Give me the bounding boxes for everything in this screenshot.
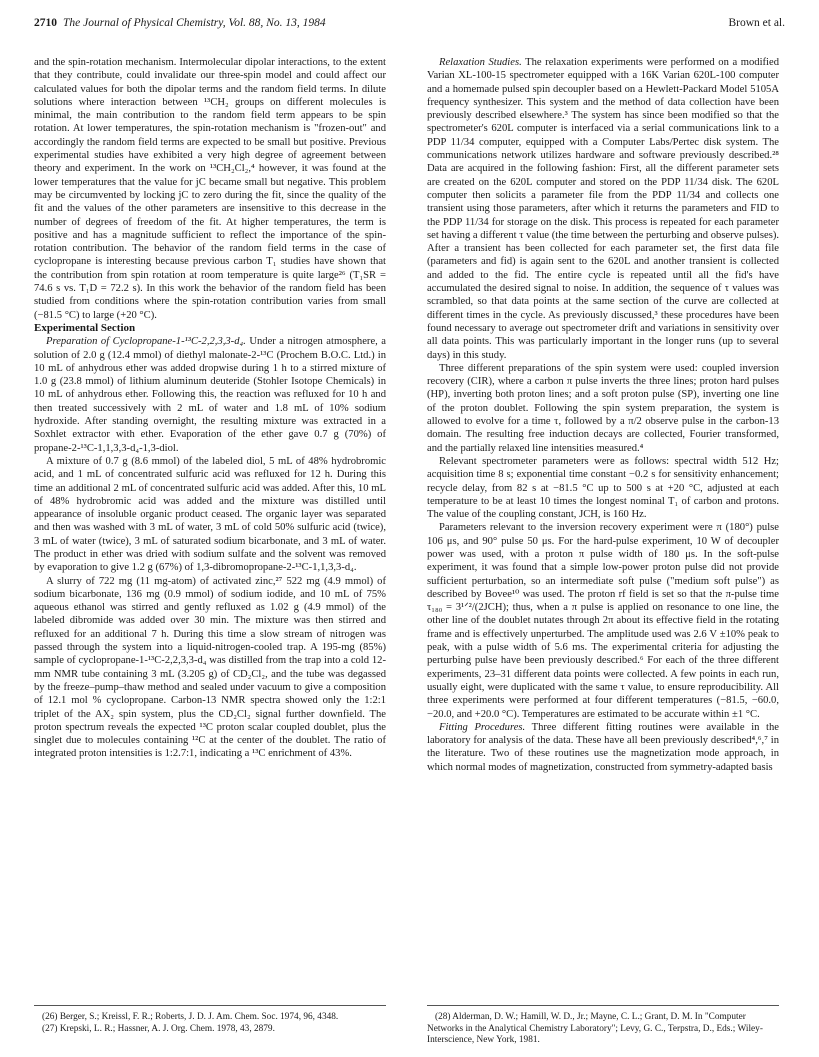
- journal-citation: The Journal of Physical Chemistry, Vol. 88, No. 13, 1984: [63, 17, 326, 29]
- params-paragraph: Relevant spectrometer parameters were as follows: spectral width 512 Hz; acquisition time 8 s; exponential time constant −0.2 s for sensitivity enhancement; recycle delay, from 82 s at −81.5 °C up to 500 s at +20 °C, adjusted at each temperature to be at least 10 times the longest nominal T₁ of carbon and protons. The value of the coupling constant, JCH, is 160 Hz.: [427, 455, 779, 521]
- relax-paragraph: [427, 56, 779, 362]
- page-number: 2710: [34, 17, 57, 29]
- prep-paragraph: [34, 335, 386, 455]
- relax-body: The relaxation experiments were performed on a modified Varian XL-100-15 spectrometer equipped with a 16K Varian 620L-100 computer and a homemade pulsed spin decoupler based on a Hewlett-Packard Model 5105A frequency synthesizer. This system and the method of data collection have been previously described elsewhere.³ The system has since been modified so that the spectrometer's 620L computer is interfaced via a serial communications link to a PDP 11/34 computer, equipped with a Computer Labs/Pertec disk system. The communications network utilizes hardware and software previously described.²⁸ Data are acquired in the following fashion: First, all the different parameter sets are created on the 620L computer and stored on the PDP 11/34 disk. The 620L computer then solicits a parameter file from the PDP 11/34 and collects one transient using those parameters, after which it returns the parameters and FID to the PDP 11/34 for storage on the disk. This process is repeated for each parameter set having a different τ value (the time between the perturbing and observe pulses). After a transient has been collected for each parameter set, the first data file (parameters and fid) is again sent to the 620L and another transient is collected and added to the fid. The entire cycle is repeated until all the fid's have accumulated the desired signal to noise. In addition, the sequence of τ values was scrambled, so that data points at the same section of the curve are collected at different times in the cycle. As previously discussed,³ these procedures have been found necessary to average out spectrometer drift and variations in sensitivity over all data points. This was particularly important in the longer runs (up to several days) in this study.: [427, 57, 780, 361]
- section-title: Experimental Section: [34, 321, 136, 334]
- footnote-rule-right: [427, 1005, 779, 1006]
- footnote-rule-left: [34, 1005, 386, 1006]
- prep-heading: Preparation of Cyclopropane-1-¹³C-2,2,3,3-d₄.: [46, 336, 246, 348]
- header-left: [34, 17, 326, 29]
- footnote: (26) Berger, S.; Kreissl, F. R.; Roberts, J. D. J. Am. Chem. Soc. 1974, 96, 4348.: [42, 1012, 339, 1022]
- left-column: [34, 56, 386, 761]
- prep-body: Under a nitrogen atmosphere, a solution of 2.0 g (12.4 mmol) of diethyl malonate-2-¹³C (Prochem B.O.C. Ltd.) in 10 mL of anhydrous ether was added dropwise during 1 h to a stirred mixture of 1.0 g (23.8 mmol) of lithium aluminum deuteride (Stohler Isotope Chemicals) in 10 mL of anhydrous ether. Following this, the reaction was refluxed for 10 h and then treated successively with 2 mL of water and 1.8 mL of 10% sodium hydroxide. After standing overnight, the resulting mixture was extracted in a Soxhlet extractor with ether. Evaporation of the ether gave 0.7 g (70%) of propane-2-¹³C-1,1,3,3-d₄-1,3-diol.: [34, 336, 386, 454]
- fit-body: Three different fitting routines were available in the laboratory for analysis of the data. These have all been previously described⁴,⁶,⁷ in the literature. Two of these routines use the magnetization mode approach, in which normal modes of magnetization, constructed from symmetry-adapted basis: [427, 721, 779, 773]
- zinc-paragraph: A slurry of 722 mg (11 mg-atom) of activated zinc,²⁷ 522 mg (4.9 mmol) of sodium bicarbonate, 136 mg (0.9 mmol) of sodium iodide, and 10 mL of 75% aqueous ethanol was stirred and gently refluxed as 1.02 g (4.9 mmol) of the labeled dibromide was added over 30 min. The mixture was then stirred and refluxed for an additional 7 h. During this time a slow stream of nitrogen was passed through the system into a liquid-nitrogen-cooled trap. A 195-mg (85%) sample of cyclopropane-1-¹³C-2,2,3,3-d₄ was distilled from the trap into a cold 12-mm NMR tube containing 3 mL (3.205 g) of CD₂Cl₂, and the tube was degassed by the freeze–pump–thaw method and sealed under vacuum to give a composition of 12.1 mol % cyclopropane. Carbon-13 NMR spectra showed only the 1:2:1 triplet of the AX₂ spin system, plus the CD₂Cl₂ signal further downfield. The proton spectrum reveals the expected ¹³C proton scalar coupled doublet, plus the singlet due to molecules containing ¹²C at the center of the doublet. The ratio of integrated proton intensities is 1:2.7:1, indicating a ¹³C enrichment of 43%.: [34, 575, 386, 760]
- prep-methods-paragraph: Three different preparations of the spin system were used: coupled inversion recovery (CIR), where a carbon π pulse inverts the three lines; proton hard pulses (HP), inverting both proton lines; and a soft proton pulse (SP), inverting one line of the proton doublet. Following the spin system preparation, the system is allowed to evolve for a time τ, followed by a π/2 observe pulse in the carbon-13 domain. The resulting free induction decays are collected, Fourier transformed, and the partially relaxed line intensities measured.⁴: [427, 362, 779, 454]
- fit-heading: Fitting Procedures.: [439, 721, 526, 733]
- pulse-paragraph: Parameters relevant to the inversion recovery experiment were π (180°) pulse 106 μs, and 90° pulse 50 μs. For the hard-pulse experiment, 10 W of decoupler power was used, with a proton π pulse width of 180 μs. In the soft-pulse experiment, it was found that a simple low-power proton pulse did not provide sufficient perturbation, so an intermediate soft pulse ("medium soft pulse") as described by Bovee¹⁰ was used. The proton rf field is set so that the π-pulse time τ₁₈₀ = 3¹ᐟ²/(2JCH); thus, when a π pulse is applied on resonance to one line, the other line of the doublet nutates through 2π about its effective field in the rotating frame and is effectively unperturbed. The amplitude used was 2.6 V ±10% peak to peak, with a pulse width of 5.6 ms. The experimental criteria for adjusting the perturbing pulse have been previously described.⁶ For each of the three different experiments, 23–31 different data points were collected. A few points in each run, usually eight, were duplicated with the same τ value, to ensure reproducibility. All three experiments were performed at four different temperatures (−81.5, −60.0, −20.0, and +20.0 °C). Temperatures are estimated to be accurate within ±1 °C.: [427, 522, 779, 720]
- footnote: (28) Alderman, D. W.; Hamill, W. D., Jr.; Mayne, C. L.; Grant, D. M. In "Computer Networks in the Analytical Chemistry Laboratory"; Levy, G. C., Terpstra, D., Eds.; Wiley-Interscience, New York, 1981.: [427, 1012, 763, 1045]
- footnote: (27) Krepski, L. R.; Hassner, A. J. Org. Chem. 1978, 43, 2879.: [42, 1023, 275, 1034]
- acid-paragraph: A mixture of 0.7 g (8.6 mmol) of the labeled diol, 5 mL of 48% hydrobromic acid, and 1 mL of concentrated sulfuric acid was refluxed for 12 h. During this time an additional 2 mL of concentrated sulfuric acid was added. After this, 10 mL of 48% hydrobromic acid was added and the mixture was distilled until appearance of insoluble organic product ceased. The organic layer was separated and then was washed with 3 mL of water, 3 mL of cold 50% sulfuric acid (twice), 3 mL of water (twice), 3 mL of saturated sodium bicarbonate, and 3 mL of water. The product in ether was dried with sodium sulfate and the solvent was removed by evaporation to give 1.2 g (67%) of 1,3-dibromopropane-2-¹³C-1,1,3,3-d₄.: [34, 455, 386, 574]
- footnotes-right: [427, 1012, 779, 1047]
- right-column: [427, 56, 779, 774]
- footnotes-left: [34, 1012, 386, 1035]
- header-authors: Brown et al.: [728, 17, 785, 29]
- intro-paragraph: and the spin-rotation mechanism. Intermolecular dipolar interactions, to the extent that they contribute, could invalidate our three-spin model and could affect our calculated values for both the dipolar terms and the random field terms. In dilute solutions where interaction between ¹³CH₂ groups on different molecules is minimal, the main contribution to the random field term appears to be spin rotation. At lower temperatures, the spin-rotation mechanism is "frozen-out" and accordingly the random field terms are expected to be small but positive. Previous experimental studies have exhibited a very high degree of agreement between theory and experiment. In the work on ¹³CH₂Cl₂,⁴ however, it was found at the lower temperatures that the value for jC became small but negative. This problem may be circumvented by locking jC to zero during the fit, since the quality of the fit and the values of the other parameters are insensitive to this decrease in the number of degrees of freedom of the fit. At higher temperatures, the term is positive and has a magnitude sufficient to reflect the importance of the spin-rotation contribution. The behavior of the random field terms in the case of cyclopropane is interesting because previous carbon T₁ studies have shown that the contribution from spin rotation at room temperature is quite large²⁶ (T₁SR = 74.6 s vs. T₁D = 72.2 s). In this work the behavior of the random field has been studied from conditions where the spin-rotation contribution varies from small (−81.5 °C) to large (+20 °C).: [34, 57, 386, 321]
- fit-paragraph: [427, 721, 779, 774]
- running-header: [34, 17, 785, 37]
- relax-heading: Relaxation Studies.: [439, 57, 522, 68]
